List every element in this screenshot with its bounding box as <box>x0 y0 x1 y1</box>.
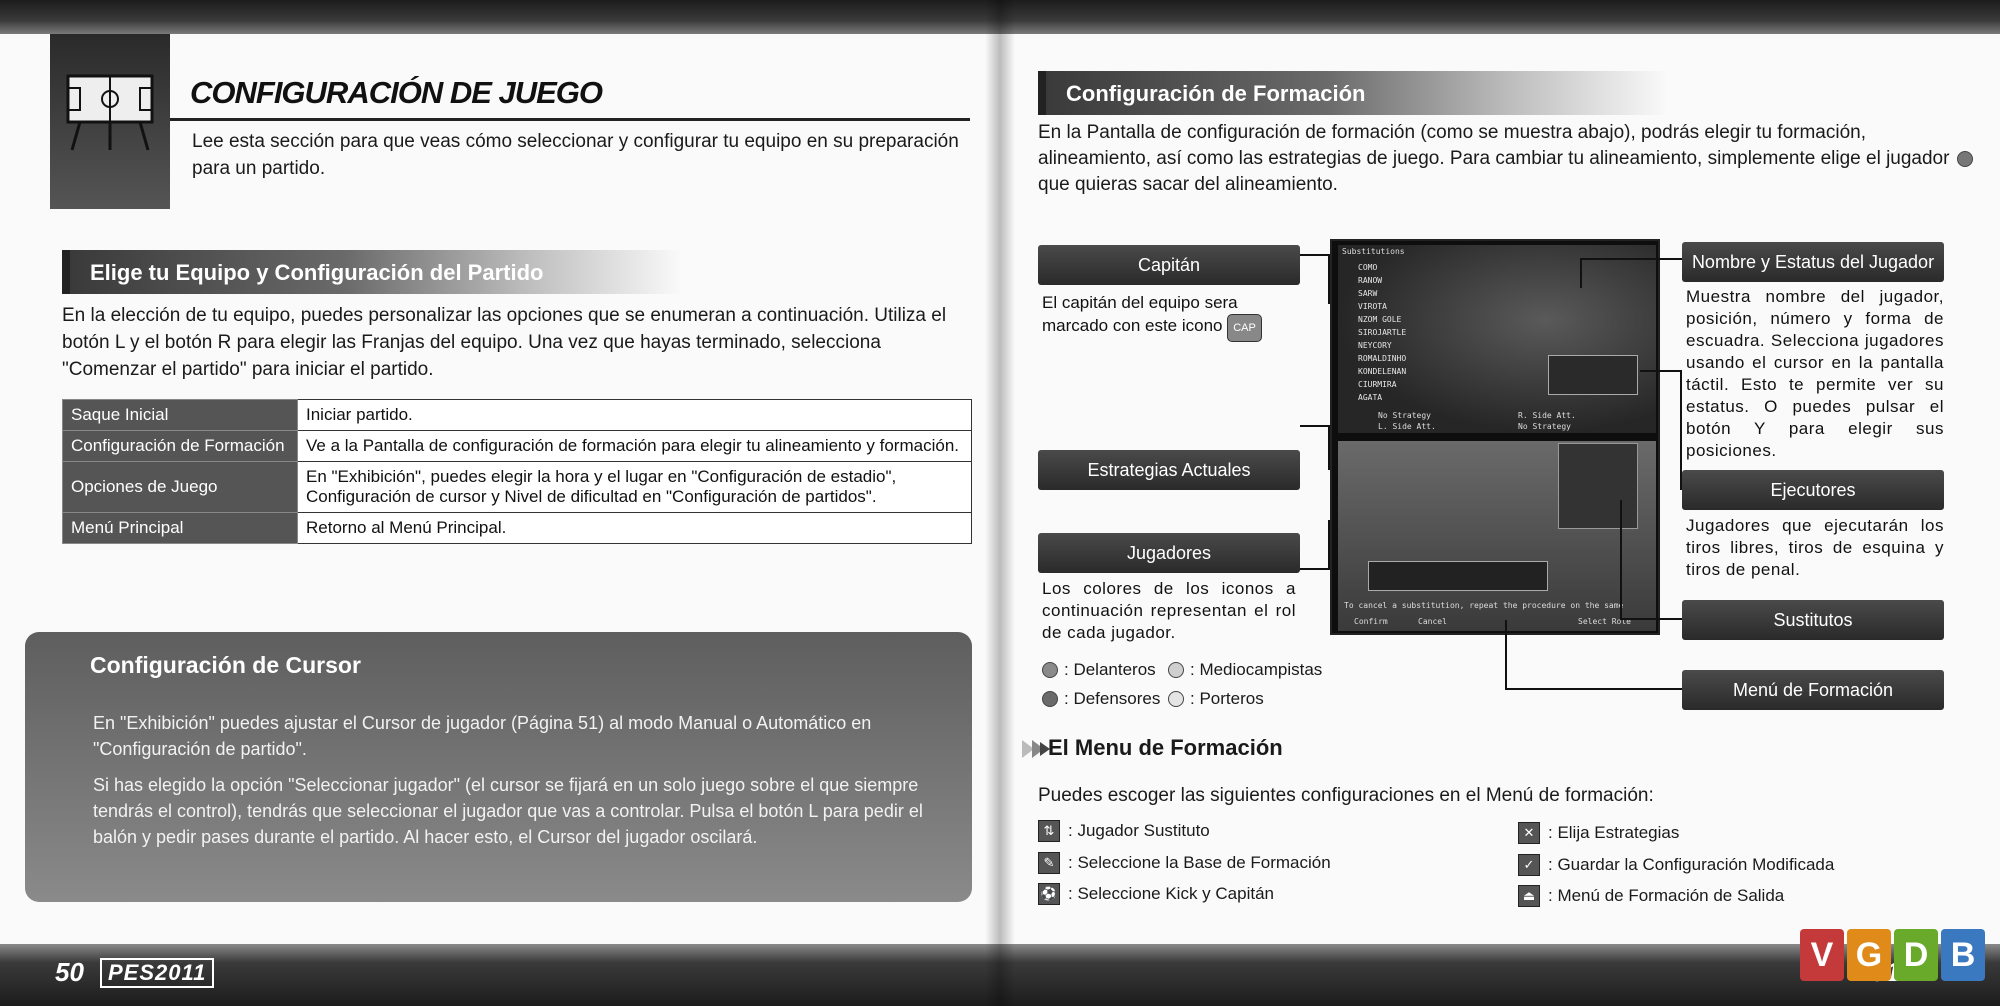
table-row <box>63 513 972 544</box>
watermark-letter: D <box>1894 929 1938 981</box>
screen-confirm: Confirm <box>1354 617 1388 626</box>
screen-player: NEYCORY <box>1358 341 1392 350</box>
menu-item-label: : Guardar la Configuración Modificada <box>1548 855 1835 874</box>
captain-label: Capitán <box>1038 245 1300 285</box>
menu-label: Menú de Formación <box>1682 670 1944 710</box>
formation-menu-bar <box>1368 561 1548 591</box>
table-value: En "Exhibición", puedes elegir la hora y el lugar en "Configuración de estadio", Configuración de cursor y Nivel de dificultad en "Configuración de partidos". <box>298 462 972 513</box>
chapter-rule <box>170 118 970 121</box>
legend-label: : Porteros <box>1190 689 1264 708</box>
pes-logo: PES2011 <box>100 958 214 988</box>
players-label: Jugadores <box>1038 533 1300 573</box>
table-key: Menú Principal <box>63 513 298 544</box>
legend-goalkeepers <box>1168 689 1264 709</box>
screen-player: VIROTA <box>1358 302 1387 311</box>
legend-label: : Mediocampistas <box>1190 660 1323 679</box>
menu-item-kick <box>1038 883 1274 905</box>
player-dot-icon <box>1957 151 1973 167</box>
defender-dot-icon <box>1042 691 1058 707</box>
page-number-left: 50 <box>55 957 84 987</box>
screen-player: CIURMIRA <box>1358 380 1397 389</box>
table-value: Iniciar partido. <box>298 400 972 431</box>
top-band <box>1000 0 2000 34</box>
screen-player: NZOM GOLE <box>1358 315 1402 324</box>
no-strategy-left: No Strategy <box>1378 411 1431 420</box>
connector-name-status <box>1580 258 1682 288</box>
ds-screen <box>1330 239 1660 635</box>
table-key: Configuración de Formación <box>63 431 298 462</box>
table-key: Opciones de Juego <box>63 462 298 513</box>
tactics-board-icon <box>60 70 160 155</box>
screen-player: SARW <box>1358 289 1378 298</box>
menu-item-label: : Seleccione Kick y Capitán <box>1068 884 1274 903</box>
goalkeeper-dot-icon <box>1168 691 1184 707</box>
table-row <box>63 431 972 462</box>
captain-desc-text: El capitán del equipo sera marcado con este icono <box>1042 293 1238 335</box>
cursor-config-panel <box>25 632 972 902</box>
players-desc: Los colores de los iconos a continuación representan el rol de cada jugador. <box>1042 579 1296 642</box>
forward-dot-icon <box>1042 662 1058 678</box>
connector-subs <box>1620 500 1682 620</box>
section-title-team: Elige tu Equipo y Configuración del Partido <box>62 250 682 294</box>
captain-desc <box>1042 292 1292 342</box>
legend-defenders <box>1042 689 1160 709</box>
executors-label: Ejecutores <box>1682 470 1944 510</box>
exit-icon: ⏏ <box>1518 885 1540 907</box>
cursor-config-p1: En "Exhibición" puedes ajustar el Cursor de jugador (Página 51) al modo Manual o Automático en "Configuración de partido". <box>93 713 872 759</box>
section-title-formation: Configuración de Formación <box>1038 71 1668 115</box>
screen-player: RANOW <box>1358 276 1383 285</box>
side-right: R. Side Att. <box>1518 411 1576 420</box>
connector-captain <box>1300 254 1330 304</box>
screen-hint: To cancel a substitution, repeat the procedure on the same <box>1344 601 1624 610</box>
menu-heading: El Menu de Formación <box>1048 735 1283 760</box>
connector-menu <box>1505 620 1682 690</box>
table-row <box>63 400 972 431</box>
table-value: Retorno al Menú Principal. <box>298 513 972 544</box>
table-value: Ve a la Pantalla de configuración de formación para elegir tu alineamiento y formación. <box>298 431 972 462</box>
chapter-intro: Lee esta sección para que veas cómo seleccionar y configurar tu equipo en su preparación para un partido. <box>192 131 959 179</box>
strategies-label: Estrategias Actuales <box>1038 450 1300 490</box>
vgdb-watermark <box>1797 929 1985 981</box>
right-page <box>1000 0 2000 1006</box>
legend-label: : Delanteros <box>1064 660 1156 679</box>
menu-item-label: : Seleccione la Base de Formación <box>1068 853 1331 872</box>
menu-item-base <box>1038 852 1331 874</box>
connector-executors <box>1640 370 1682 490</box>
name-status-desc: Muestra nombre del jugador, posición, número y forma de escuadra. Selecciona jugadores usando el cursor en la pantalla táctil. Esto te permite ver su estatus. O puedes pulsar el botón Y para elegir sus posiciones. <box>1686 287 1944 460</box>
kick-captain-icon: ⚽ <box>1038 883 1060 905</box>
substitute-icon: ⇅ <box>1038 820 1060 842</box>
screen-cancel: Cancel <box>1418 617 1447 626</box>
name-status-label: Nombre y Estatus del Jugador <box>1682 242 1944 282</box>
watermark-letter: V <box>1800 929 1844 981</box>
formation-intro <box>1038 120 1980 198</box>
ds-touch-screen <box>1338 441 1656 631</box>
screen-player: KONDELENAN <box>1358 367 1407 376</box>
watermark-letter: G <box>1847 929 1891 981</box>
strategy-icon: ✕ <box>1518 822 1540 844</box>
cap-badge-icon: CAP <box>1227 314 1262 342</box>
legend-forwards <box>1042 660 1156 680</box>
formation-intro-end: que quieras sacar del alineamiento. <box>1038 174 1338 195</box>
save-icon: ✓ <box>1518 854 1540 876</box>
formation-base-icon: ✎ <box>1038 852 1060 874</box>
screen-header: Substitutions <box>1342 247 1405 256</box>
legend-midfielders <box>1168 660 1322 680</box>
cursor-config-title: Configuración de Cursor <box>90 652 361 678</box>
subs-label: Sustitutos <box>1682 600 1944 640</box>
menu-item-save <box>1518 854 1834 876</box>
options-table <box>62 399 972 544</box>
connector-strategies <box>1300 425 1330 470</box>
menu-item-label: : Jugador Sustituto <box>1068 821 1210 840</box>
menu-item-exit <box>1518 885 1784 907</box>
legend-label: : Defensores <box>1064 689 1161 708</box>
connector-players <box>1300 520 1330 570</box>
menu-item-label: : Menú de Formación de Salida <box>1548 886 1785 905</box>
screen-player: COMO <box>1358 263 1378 272</box>
top-band <box>0 0 1000 34</box>
player-status-panel <box>1548 355 1638 395</box>
formation-intro-text: En la Pantalla de configuración de formación (como se muestra abajo), podrás elegir tu formación, alineamiento, así como las estrategias de juego. Para cambiar tu alineamiento, simplemente elige el jugador <box>1038 122 1950 169</box>
midfielder-dot-icon <box>1168 662 1184 678</box>
screen-player: AGATA <box>1358 393 1383 402</box>
section-team-text: En la elección de tu equipo, puedes personalizar las opciones que se enumeran a continuación. Utiliza el botón L y el botón R para elegir las Franjas del equipo. Una vez que hayas terminado, selecciona "Comenzar el partido" para iniciar el partido. <box>62 305 947 380</box>
book-gutter <box>985 0 1015 1006</box>
table-row <box>63 462 972 513</box>
screen-player: ROMALDINHO <box>1358 354 1407 363</box>
table-key: Saque Inicial <box>63 400 298 431</box>
screen-player: SIROJARTLE <box>1358 328 1407 337</box>
menu-item-label: : Elija Estrategias <box>1548 823 1680 842</box>
chapter-title: CONFIGURACIÓN DE JUEGO <box>190 75 603 110</box>
menu-item-substitute <box>1038 820 1210 842</box>
arrow-icon <box>1022 738 1050 760</box>
watermark-letter: B <box>1941 929 1985 981</box>
side-left: L. Side Att. <box>1378 422 1436 431</box>
menu-intro: Puedes escoger las siguientes configuraciones en el Menú de formación: <box>1038 785 1654 806</box>
executors-desc: Jugadores que ejecutarán los tiros libres, tiros de esquina y tiros de penal. <box>1686 516 1944 579</box>
cursor-config-p2: Si has elegido la opción "Seleccionar jugador" (el cursor se fijará en un solo juego sobre el que siempre tendrás el control), tendrás que seleccionar el jugador que vas a controlar. Pulsa el botón L para pedir el balón y pedir pases durante el partido. Al hacer esto, el Cursor del jugador oscilará. <box>93 775 923 847</box>
screen-select-role: Select Role <box>1578 617 1631 626</box>
menu-item-strategies <box>1518 822 1679 844</box>
no-strategy-right: No Strategy <box>1518 422 1571 431</box>
